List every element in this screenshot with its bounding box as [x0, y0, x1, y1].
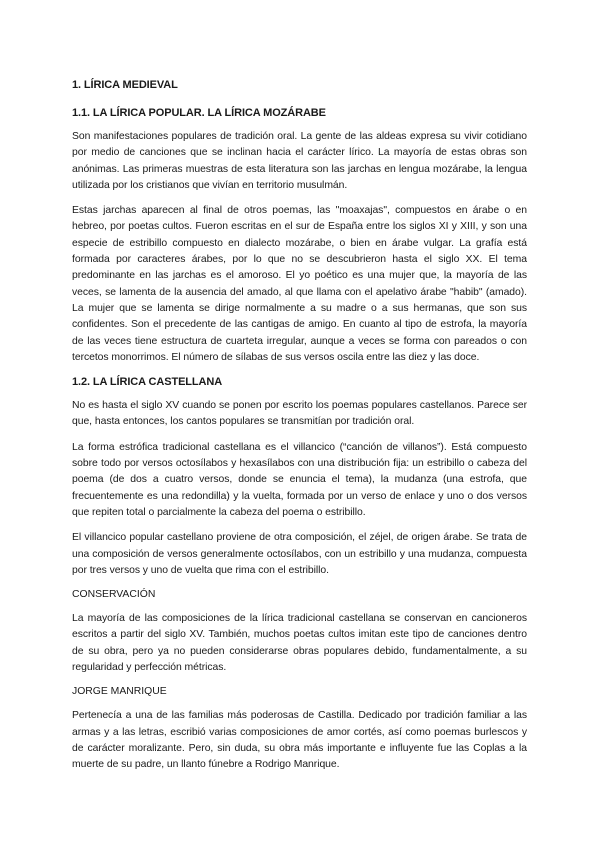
paragraph-castellana-3: El villancico popular castellano proviene de otra composición, el zéjel, de origen árabe. Se trata de una composición de versos generalmente octosílabos, con un estribillo y una mudanza, compuesta por tres versos y uno de vuelta que rima con el estribillo. — [72, 532, 527, 576]
heading-lirica-medieval: 1. LÍRICA MEDIEVAL — [72, 79, 178, 91]
paragraph-conservacion: La mayoría de las composiciones de la lírica tradicional castellana se conservan en cancioneros escritos a partir del siglo XV. También, muchos poetas cultos imitan este tipo de canciones dentro de su obra, pero ya no pueden considerarse obras populares debido, fundamentalmente, a su regularidad y perfección métricas. — [72, 613, 527, 674]
paragraph-popular-1: Son manifestaciones populares de tradición oral. La gente de las aldeas expresa su vivir cotidiano por medio de canciones que se inclinan hacia el carácter lírico. La mayoría de estas obras son anónimas. Las primeras muestras de esta literatura son las jarchas en lengua mozárabe, la lengua utilizada por los cristianos que vivían en territorio musulmán. — [72, 131, 527, 191]
heading-lirica-popular: 1.1. LA LÍRICA POPULAR. LA LÍRICA MOZÁRABE — [72, 107, 326, 119]
paragraph-castellana-1: No es hasta el siglo XV cuando se ponen por escrito los poemas populares castellanos. Parece ser que, hasta entonces, los cantos populares se transmitían por tradición oral. — [72, 400, 527, 428]
label-jorge-manrique: JORGE MANRIQUE — [72, 686, 167, 698]
paragraph-castellana-2: La forma estrófica tradicional castellana es el villancico (“canción de villanos”). Está compuesto sobre todo por versos octosílabos y hexasílabos con una distribución fija: un estribillo o cabeza del poema (de dos a cuatro versos, donde se enuncia el tema), la mudanza (una estrofa, que frecuentemente es una redondilla) y la vuelta, formada por un verso de enlace y uno o dos versos que repiten total o parcialmente la cabeza del poema o estribillo. — [72, 441, 527, 518]
paragraph-jorge-manrique: Pertenecía a una de las familias más poderosas de Castilla. Dedicado por tradición familiar a las armas y a las letras, escribió varias composiciones de amor cortés, así como poemas burlescos y de carácter moralizante. Pero, sin duda, su obra más importante e influyente fue las Coplas a la muerte de su padre, un llanto fúnebre a Rodrigo Manrique. — [72, 710, 527, 771]
document-page — [72, 78, 527, 783]
paragraph-popular-2: Estas jarchas aparecen al final de otros poemas, las "moaxajas", compuestos en árabe o en hebreo, por poetas cultos. Fueron escritas en el sur de España entre los siglos XI y XIII, y son una especie de estribillo compuesto en dialecto mozárabe, o bien en árabe vulgar. La grafía está formada por caracteres árabes, por lo que no se descubrieron hasta el siglo XX. El tema predominante en las jarchas es el amoroso. El yo poético es una mujer que, la mayoría de las veces, se lamenta de la ausencia del amado, al que llama con el apelativo árabe "habib" (amado). La mujer que se lamenta se dirige normalmente a su madre o a sus hermanas, que son sus confidentes. Son el precedente de las cantigas de amigo. En cuanto al tipo de estrofa, la mayoría de las veces tiene estructura de cuarteta irregular, aunque a veces se forma con pareados o con tercetos monorrimos. El número de sílabas de sus versos oscila entre las diez y las doce. — [72, 205, 527, 363]
heading-lirica-castellana: 1.2. LA LÍRICA CASTELLANA — [72, 376, 223, 389]
label-conservacion: CONSERVACIÓN — [72, 589, 156, 601]
